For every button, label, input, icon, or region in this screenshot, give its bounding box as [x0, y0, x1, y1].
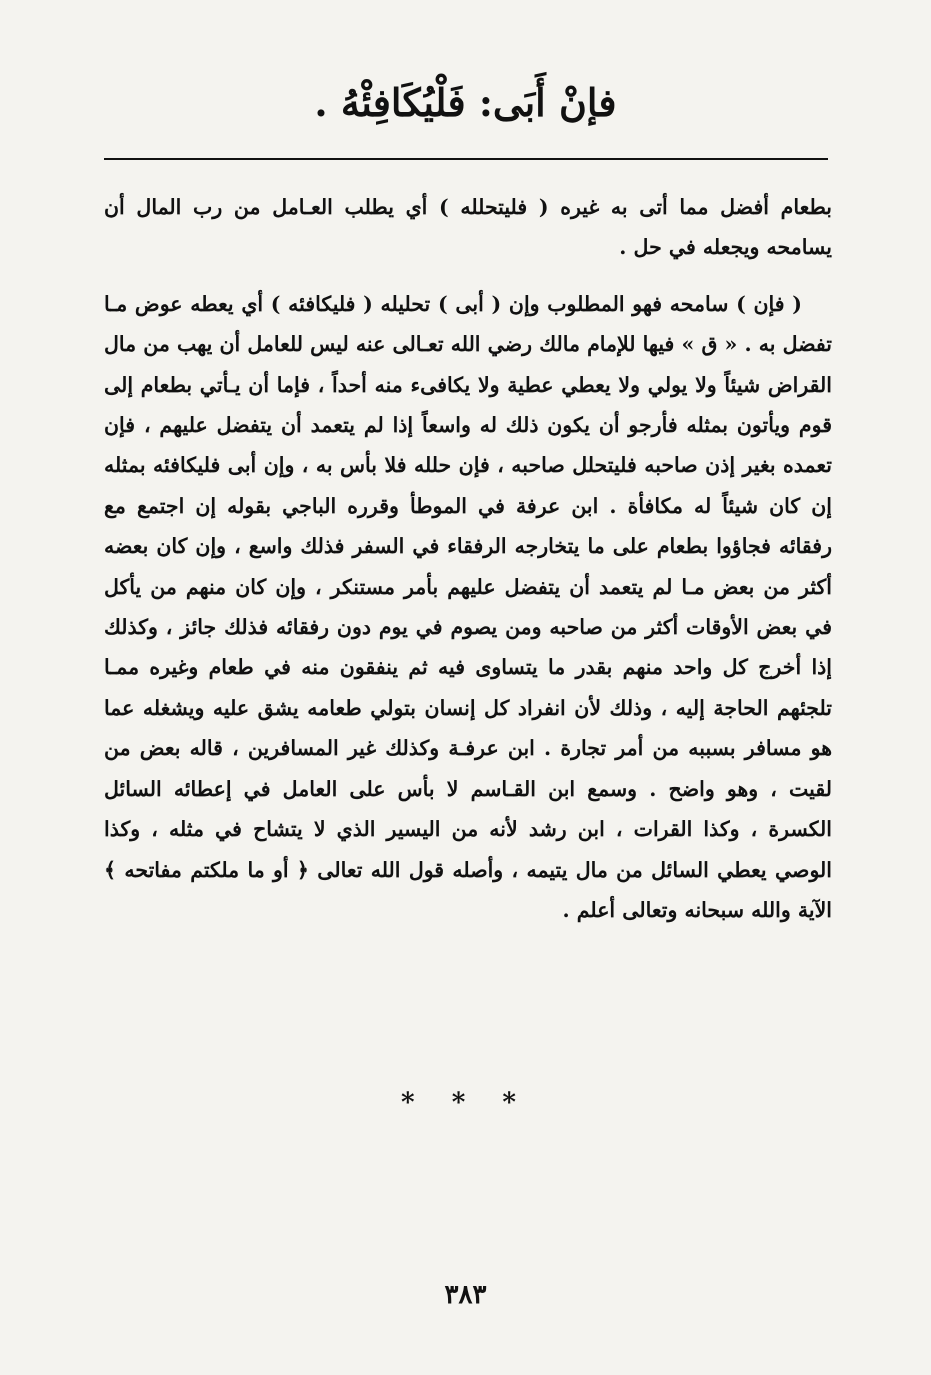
paragraph-1: بطعام أفضل مما أتى به غيره ( فليتحلله ) أي يطلب العـامل من رب المال أن يسامحه ويجعله في حل . — [104, 195, 832, 260]
page-number: ٣٨٣ — [444, 1280, 487, 1310]
header-rule — [104, 158, 828, 160]
running-head: فإنْ أَبَى: فَلْيُكَافِئْهُ . — [314, 80, 617, 125]
section-ornament: * * * — [401, 1088, 530, 1118]
paragraph-2: ( فإن ) سامحه فهو المطلوب وإن ( أبى ) تحليله ( فليكافئه ) أي يعطه عوض مـا تفضل به . « ق » فيها للإمام مالك رضي الله تعـالى عنه ليس للعامل أن يهب من مال القراض شيئاً ولا يولي ولا يعطي عطية ولا يكافىء منه أحداً ، فإما أن يـأتي بطعام إلى قوم ويأتون بمثله فأرجو أن يكون ذلك له واسعاً إذا لم يتعمد أن يتفضل عليهم ، فإن تعمده بغير إذن صاحبه فليتحلل صاحبه ، فإن حلله فلا بأس به ، وإن أبى فليكافئه بمثله إن كان شيئاً له مكافأة . ابن عرفة في الموطأ وقرره الباجي بقوله إن اجتمع مع رفقائه فجاؤوا بطعام على ما يتخارجه الرفقاء في السفر فذلك واسع ، وإن كان بعضه أكثر من بعض مـا لم يتعمد أن يتفضل عليهم بأمر مستنكر ، وإن كان منهم من يأكل في بعض الأوقات أكثر من صاحبه ومن يصوم في يوم دون رفقائه فذلك جائز ، وكذلك إذا أخرج كل واحد منهم بقدر ما يتساوى فيه ثم ينفقون منه في طعام وغيره ممـا تلجئهم الحاجة إليه ، وذلك لأن انفراد كل إنسان بتولي طعامه يشق عليه ويشغله عما هو مسافر بسببه من أمر تجارة . ابن عرفـة وكذلك غير المسافرين ، قاله بعض من لقيت ، وهو واضح . وسمع ابن القـاسم لا بأس على العامل في إعطائه السائل الكسرة ، وكذا القرات ، ابن رشد لأنه من اليسير الذي لا يتشاح في مثله ، وكذا الوصي يعطي السائل من مال يتيمه ، وأصله قول الله تعالى ﴿ أو ما ملكتم مفاتحه ﴾ الآية والله سبحانه وتعالى أعلم . — [104, 291, 832, 922]
body-text — [104, 187, 832, 930]
